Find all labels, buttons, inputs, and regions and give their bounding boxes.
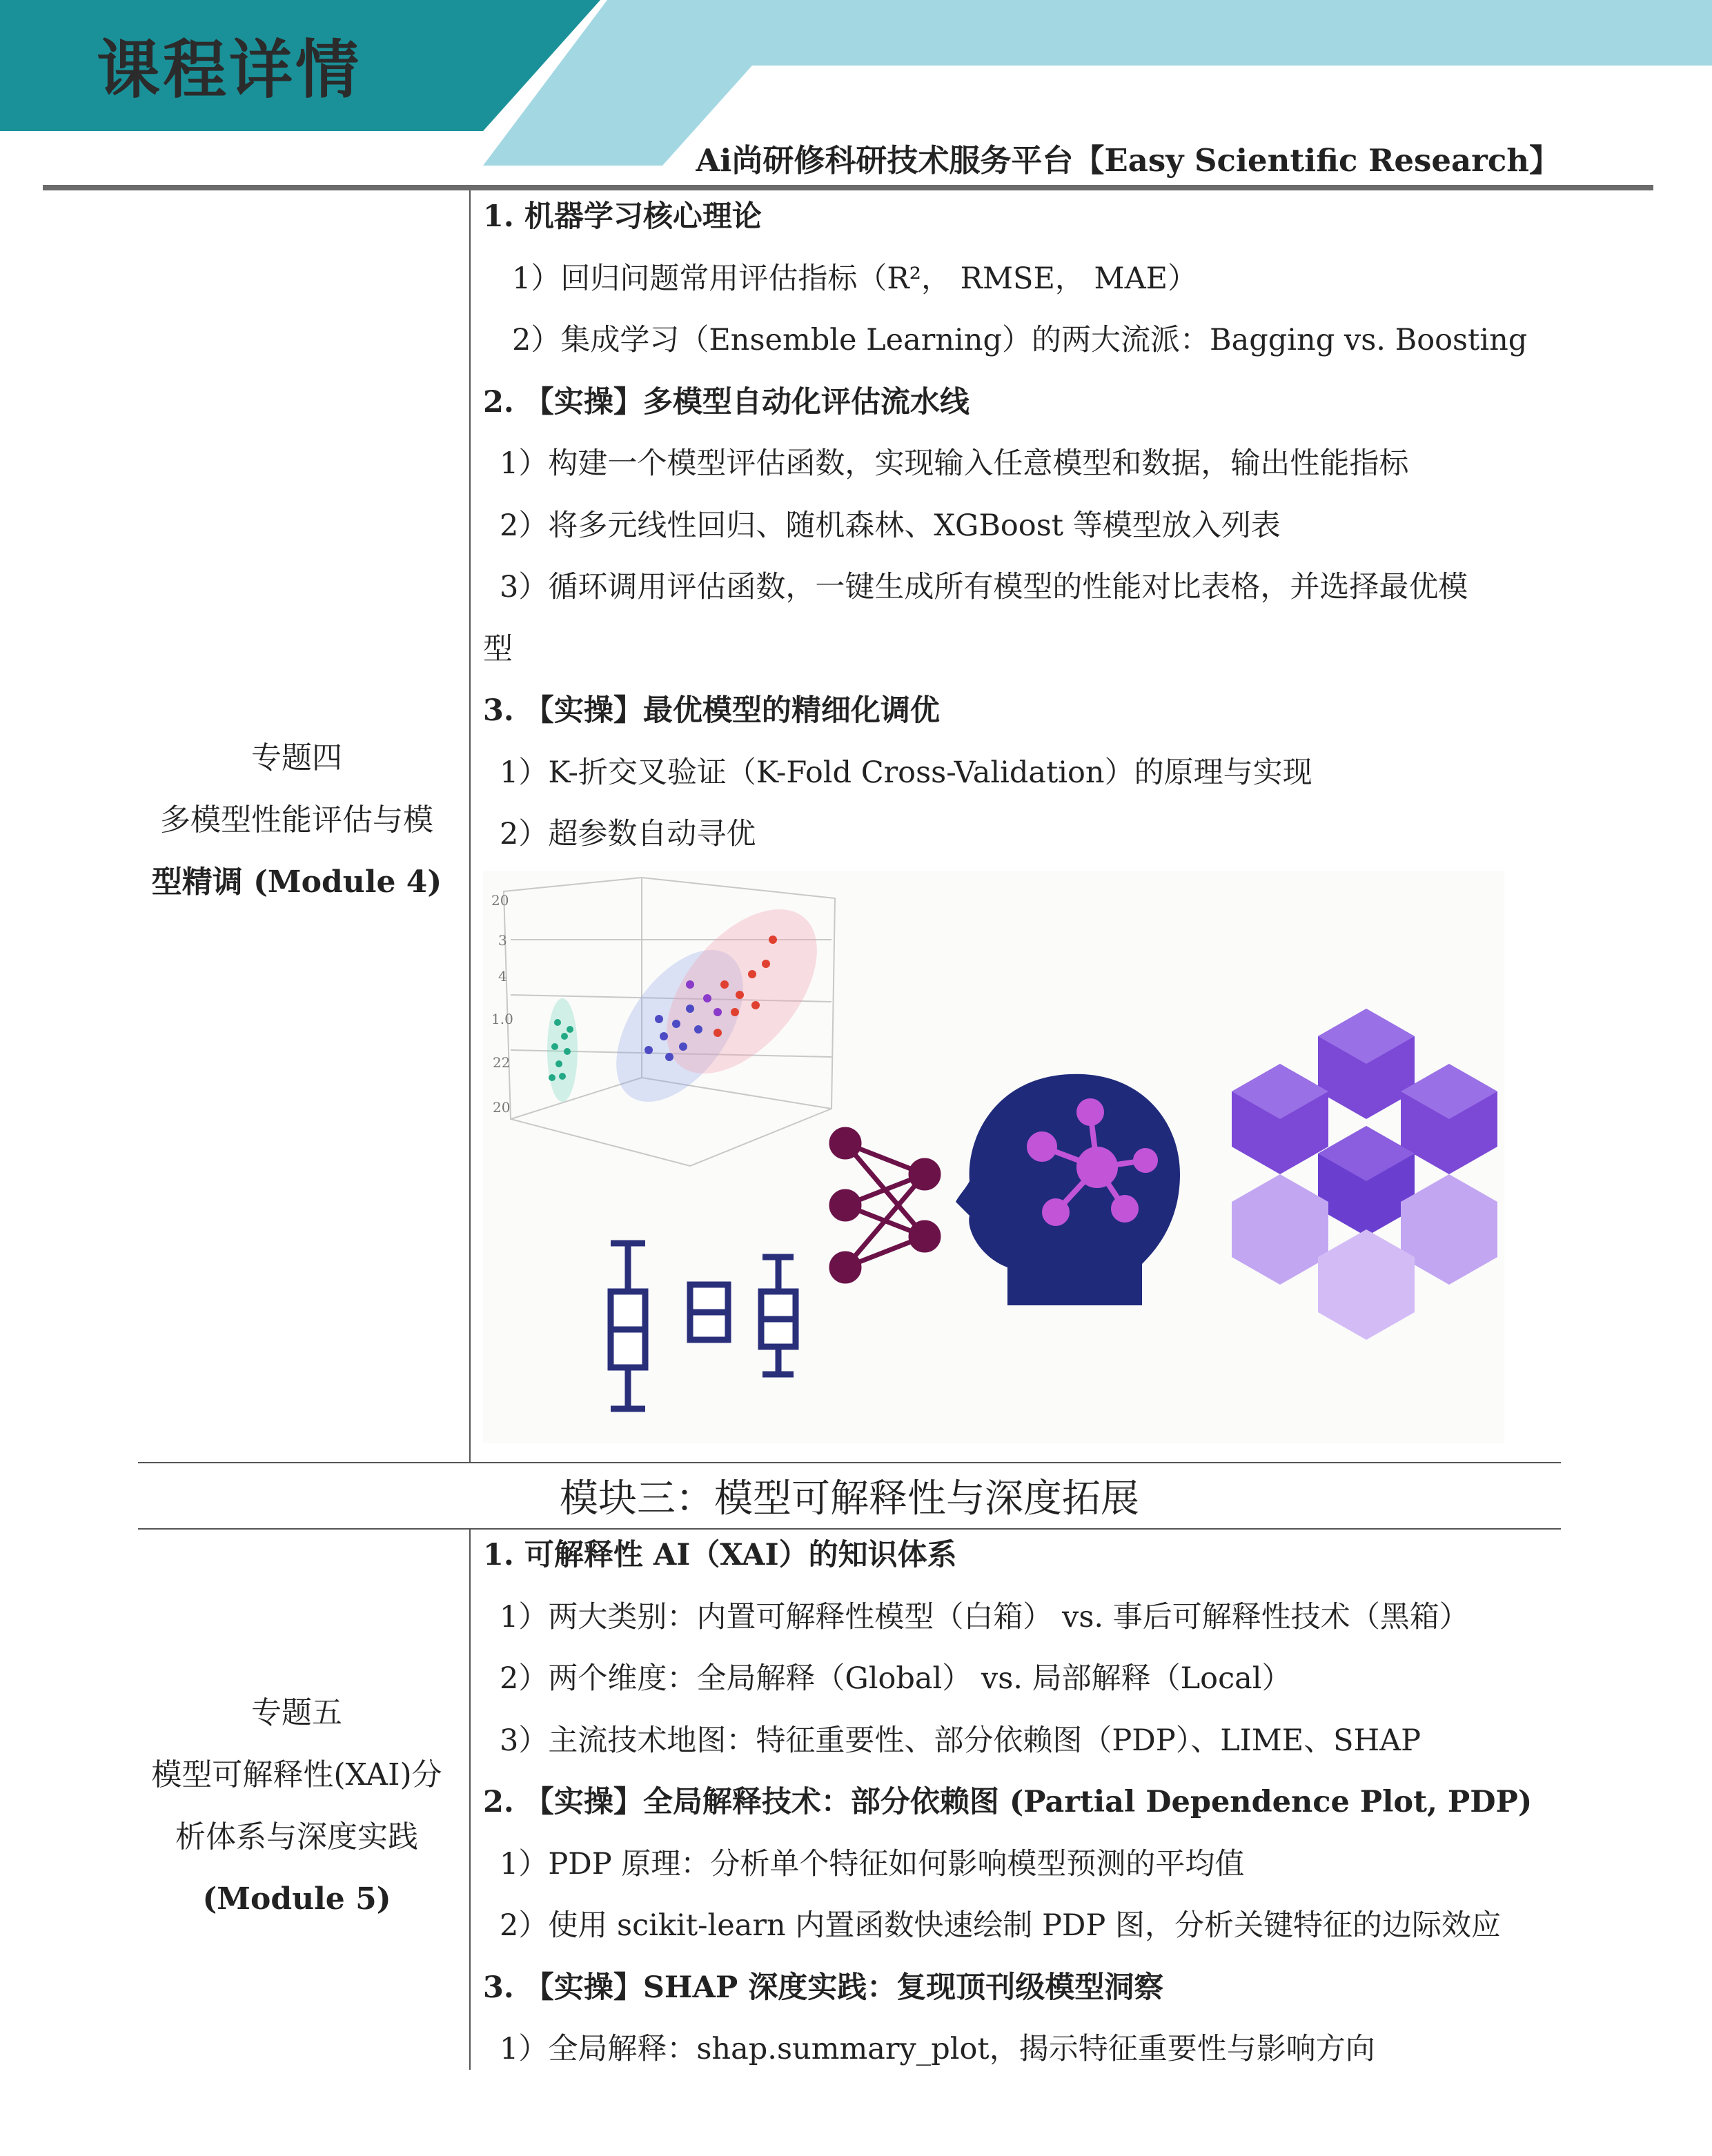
topic-line: 专题五	[251, 1695, 342, 1730]
row-divider	[138, 1462, 1561, 1463]
topic-line: 专题四	[251, 740, 342, 775]
content-heading: 1. 机器学习核心理论	[483, 199, 762, 234]
axis-tick: 3	[498, 932, 507, 949]
axis-tick: 20	[493, 1099, 511, 1116]
module-5-content	[483, 1525, 1560, 2081]
content-heading: 3. 【实操】SHAP 深度实践：复现顶刊级模型洞察	[483, 1970, 1164, 2005]
topic-line: 模型可解释性(XAI)分	[151, 1757, 442, 1792]
platform-name: Ai尚研修科研技术服务平台【Easy Scientific Research】	[696, 142, 1560, 179]
column-divider	[469, 190, 471, 1462]
content-item: 2）两个维度：全局解释（Global） vs. 局部解释（Local）	[500, 1661, 1292, 1696]
content-item: 2）使用 scikit-learn 内置函数快速绘制 PDP 图，分析关键特征的边际效应	[500, 1908, 1501, 1943]
content-item: 3）循环调用评估函数，一键生成所有模型的性能对比表格，并选择最优模	[500, 570, 1468, 604]
content-item: 1）回归问题常用评估指标（R²， RMSE， MAE）	[512, 261, 1198, 296]
content-item: 1）构建一个模型评估函数，实现输入任意模型和数据，输出性能指标	[500, 446, 1409, 481]
topic-line: 型精调 (Module 4)	[151, 864, 442, 900]
module-3-heading: 模块三：模型可解释性与深度拓展	[560, 1476, 1139, 1521]
topic-module-4	[138, 727, 455, 913]
content-item: 1）K-折交叉验证（K-Fold Cross-Validation）的原理与实现	[500, 755, 1312, 790]
content-item: 型	[483, 631, 513, 666]
topic-line: 多模型性能评估与模	[160, 802, 433, 838]
axis-tick: 22	[493, 1054, 511, 1071]
content-heading: 2. 【实操】全局解释技术：部分依赖图 (Partial Dependence Plot, PDP)	[483, 1785, 1533, 1819]
content-item: 2）超参数自动寻优	[500, 817, 756, 851]
axis-tick: 1.0	[491, 1011, 513, 1027]
content-heading: 1. 可解释性 AI（XAI）的知识体系	[483, 1538, 957, 1572]
content-heading: 3. 【实操】最优模型的精细化调优	[483, 693, 940, 728]
axis-tick: 20	[491, 892, 509, 909]
content-item: 1）全局解释：shap.summary_plot，揭示特征重要性与影响方向	[500, 2032, 1375, 2066]
axis-tick: 4	[498, 968, 507, 985]
topic-line: (Module 5)	[202, 1881, 391, 1917]
module-4-content	[483, 186, 1560, 866]
content-item: 2）集成学习（Ensemble Learning）的两大流派：Bagging vs. Boosting	[512, 323, 1528, 357]
content-item: 1）两大类别：内置可解释性模型（白箱） vs. 事后可解释性技术（黑箱）	[500, 1599, 1469, 1634]
content-item: 3）主流技术地图：特征重要性、部分依赖图（PDP）、LIME、SHAP	[500, 1723, 1421, 1758]
topic-module-5	[138, 1682, 455, 1930]
content-item: 1）PDP 原理：分析单个特征如何影响模型预测的平均值	[500, 1846, 1245, 1881]
content-item: 2）将多元线性回归、随机森林、XGBoost 等模型放入列表	[500, 508, 1281, 543]
column-divider	[469, 1528, 471, 2070]
topic-line: 析体系与深度实践	[175, 1819, 418, 1855]
content-heading: 2. 【实操】多模型自动化评估流水线	[483, 384, 970, 419]
ml-illustration	[483, 871, 1504, 1443]
page-title: 课程详情	[97, 33, 362, 107]
